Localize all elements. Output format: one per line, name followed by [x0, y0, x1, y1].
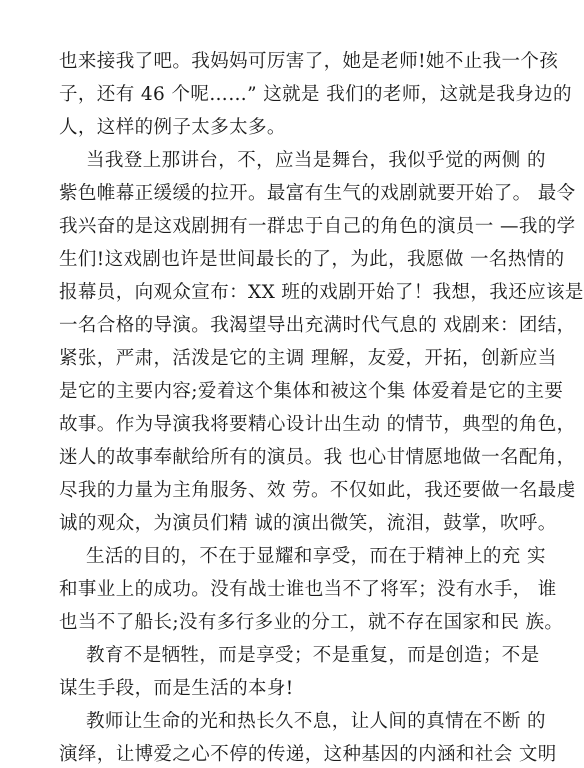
- text-line: 人，这样的例子太多太多。: [59, 117, 286, 138]
- text-line: 也当不了船长;没有多行多业的分工，就不存在国家和民 族。: [59, 612, 564, 633]
- text-line: 也来接我了吧。我妈妈可厉害了，她是老师!她不止我一个孩: [59, 51, 559, 72]
- text-line: 教育不是牺牲，而是享受；不是重复，而是创造；不是: [86, 645, 540, 666]
- text-line: 是它的主要内容;爱着这个集体和被这个集 体爱着是它的主要: [59, 381, 564, 402]
- text-line: 故事。作为导演我将要精心设计出生动 的情节，典型的角色，: [59, 414, 576, 435]
- text-line: 谋生手段，而是生活的本身!: [59, 678, 294, 699]
- text-line: 紫色帷幕正缓缓的拉开。最富有生气的戏剧就要开始了。 最令: [59, 183, 576, 204]
- text-line: 演绎，让博爱之心不停的传递，这种基因的内涵和社会 文明: [59, 744, 557, 765]
- text-line: 报幕员，向观众宣布：XX 班的戏剧开始了！我想，我还应该是: [59, 282, 584, 303]
- text-line: 紧张，严肃，活泼是它的主调 理解，友爱，开拓，创新应当: [59, 348, 557, 369]
- text-line: 一名合格的导演。我渴望导出充满时代气息的 戏剧来：团结，: [59, 315, 576, 336]
- text-line: 教师让生命的光和热长久不息，让人间的真情在不断 的: [86, 711, 546, 732]
- text-line: 诚的观众，为演员们精 诚的演出微笑，流泪，鼓掌，吹呼。: [59, 513, 557, 534]
- text-line: 我兴奋的是这戏剧拥有一群忠于自己的角色的演员一 —我的学: [59, 216, 576, 237]
- text-line: 生们!这戏剧也许是世间最长的了，为此，我愿做 一名热情的: [59, 249, 565, 270]
- text-line: 当我登上那讲台，不，应当是舞台，我似乎觉的两侧 的: [86, 150, 546, 171]
- text-line: 迷人的故事奉献给所有的演员。我 也心甘情愿地做一名配角，: [59, 447, 576, 468]
- text-line: 子，还有 46 个呢……” 这就是 我们的老师，这就是我身边的: [59, 84, 572, 105]
- text-line: 和事业上的成功。没有战士谁也当不了将军；没有水手， 谁: [59, 579, 557, 600]
- text-line: 尽我的力量为主角服务、效 劳。不仅如此，我还要做一名最虔: [59, 480, 576, 501]
- text-line: 生活的目的，不在于显耀和享受，而在于精神上的充 实: [86, 546, 546, 567]
